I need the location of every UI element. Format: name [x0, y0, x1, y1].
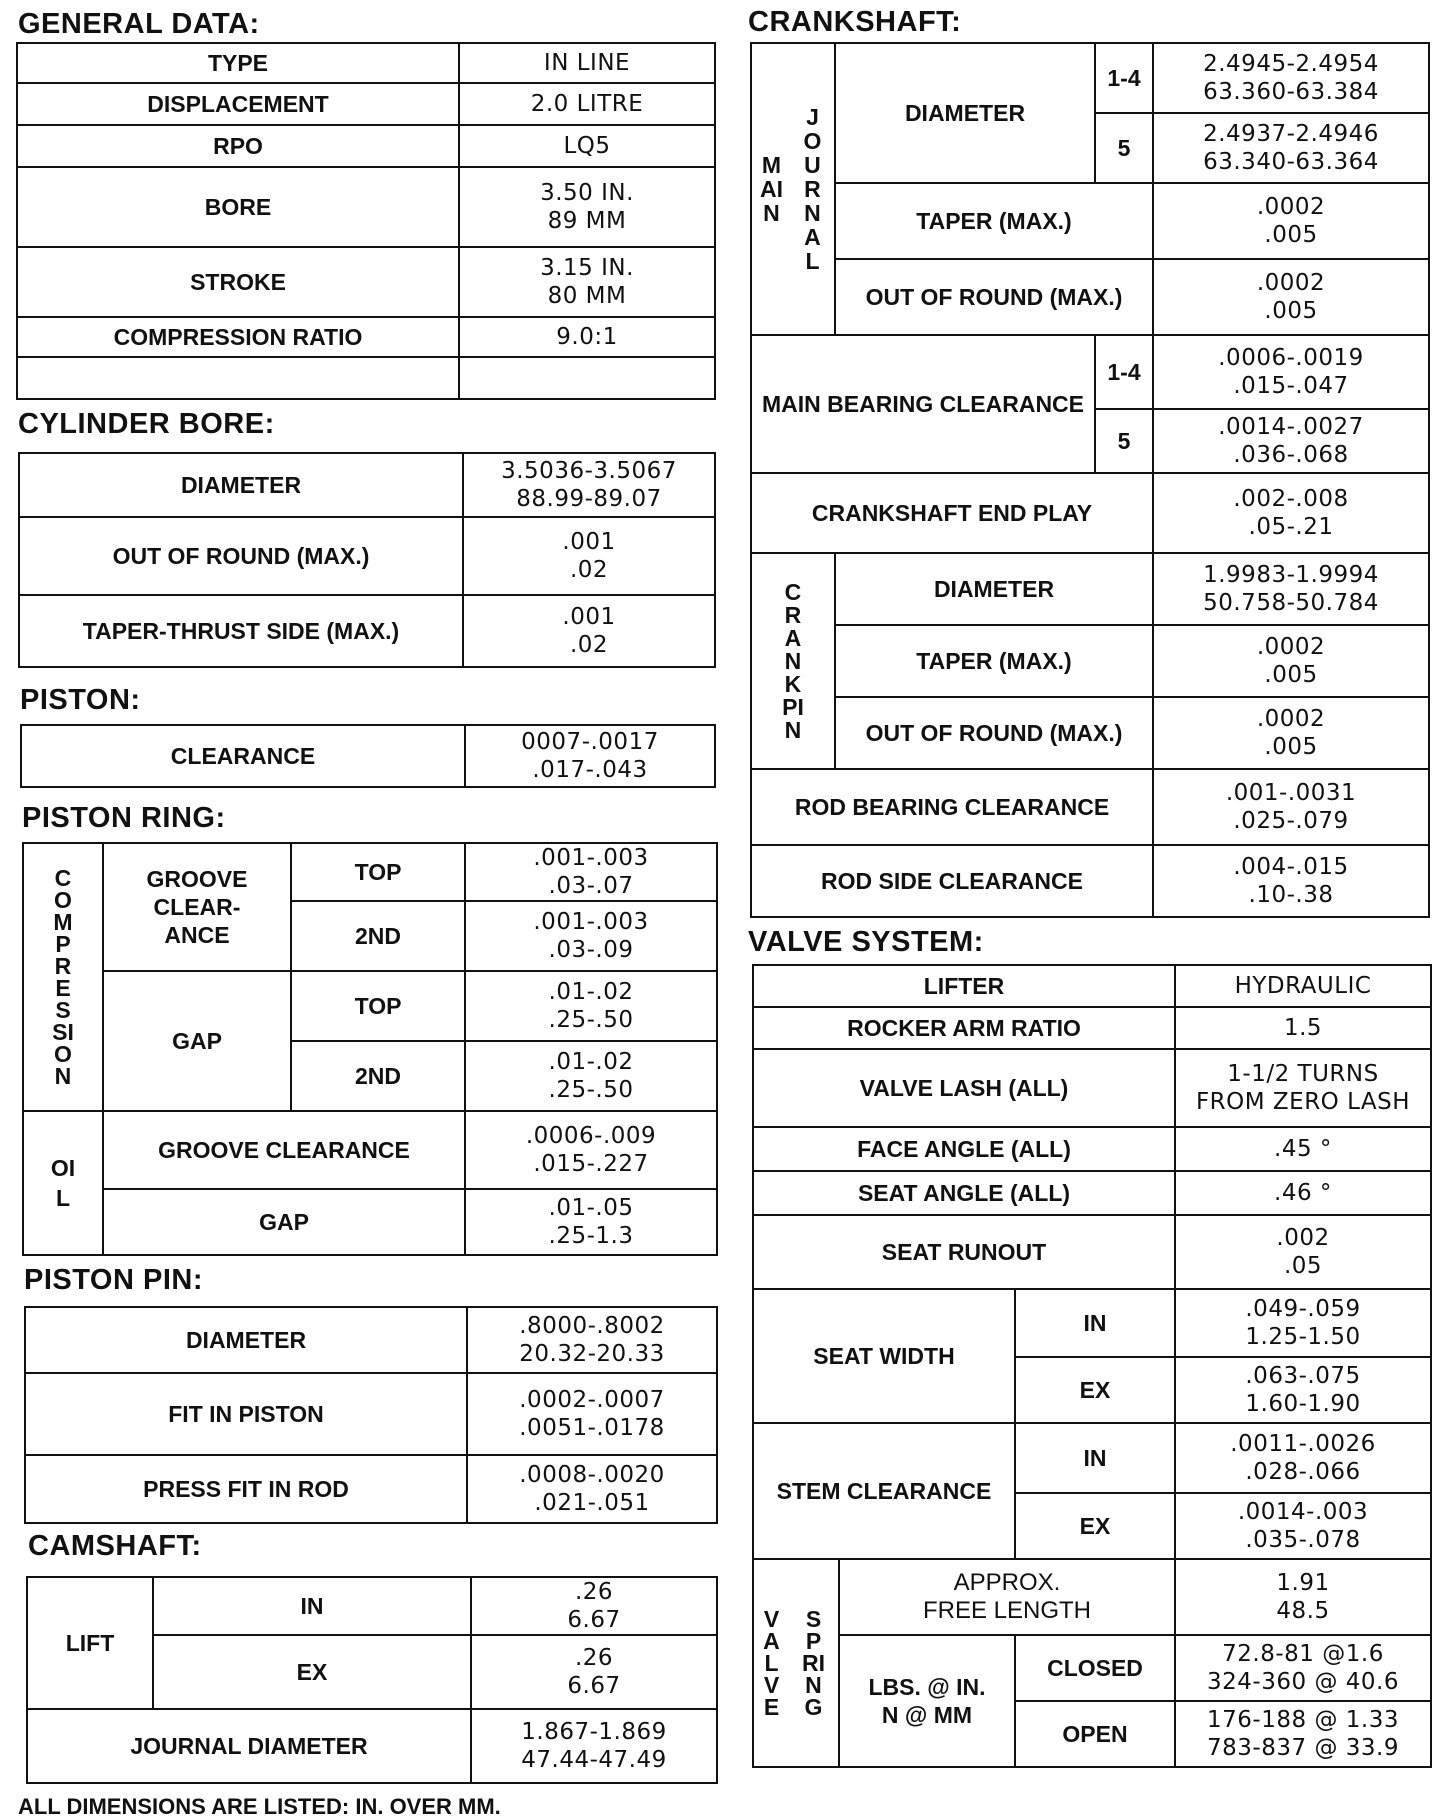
- empty-cell: [17, 357, 459, 399]
- value-mm: .017-.043: [532, 757, 648, 783]
- value-mm: .025-.079: [1233, 808, 1349, 834]
- empty-cell: [459, 357, 715, 399]
- closed-label: CLOSED: [1015, 1635, 1175, 1701]
- in-label: IN: [1015, 1423, 1175, 1493]
- oil-text: OIL: [50, 1155, 76, 1211]
- journal-label: [791, 43, 835, 335]
- table-row: [751, 625, 1429, 697]
- general-data-table: [16, 42, 716, 400]
- table-row: [23, 1189, 717, 1255]
- row-value: [467, 1373, 717, 1455]
- oil-groove-label: GROOVE CLEARANCE: [103, 1111, 465, 1189]
- diameter-label: DIAMETER: [835, 43, 1095, 183]
- table-row: [751, 553, 1429, 625]
- table-row: [751, 259, 1429, 335]
- crankpin-taper-label: TAPER (MAX.): [835, 625, 1153, 697]
- row-value: LQ5: [459, 125, 715, 167]
- value-in: 3.5036-3.5067: [501, 458, 677, 484]
- value-line-2: FROM ZERO LASH: [1195, 1089, 1411, 1115]
- piston-ring-title: PISTON RING:: [22, 802, 226, 834]
- face-angle-value: .45 °: [1175, 1127, 1431, 1171]
- journal-text: JOURNAL: [803, 104, 822, 274]
- free-length-line-2: FREE LENGTH: [922, 1597, 1092, 1624]
- value-mm: .05-.21: [1248, 514, 1334, 540]
- free-length-label: [839, 1559, 1175, 1635]
- table-row: [751, 697, 1429, 769]
- value-in: .063-.075: [1245, 1363, 1361, 1389]
- table-row: [17, 247, 715, 317]
- table-row: [23, 1111, 717, 1189]
- value-in: 2.4937-2.4946: [1203, 121, 1379, 147]
- piston-title: PISTON:: [20, 684, 141, 716]
- main-label: [751, 43, 791, 335]
- table-row: [753, 965, 1431, 1007]
- row-label: FIT IN PISTON: [25, 1373, 467, 1455]
- rocker-arm-ratio-label: ROCKER ARM RATIO: [753, 1007, 1175, 1049]
- table-row: [19, 453, 715, 517]
- value-mm: 80 MM: [547, 283, 627, 309]
- row-value: [471, 1577, 717, 1635]
- ex-label: EX: [1015, 1357, 1175, 1423]
- value-mm: .25-1.3: [548, 1223, 634, 1249]
- seat-width-label: SEAT WIDTH: [753, 1289, 1015, 1423]
- row-value: 2.0 LITRE: [459, 83, 715, 125]
- row-value: [465, 1189, 717, 1255]
- value-in: 0007-.0017: [521, 729, 659, 755]
- table-row: [753, 1049, 1431, 1127]
- value-in: .0014-.0027: [1218, 414, 1364, 440]
- rocker-arm-ratio-value: 1.5: [1175, 1007, 1431, 1049]
- table-row: [19, 517, 715, 595]
- row-value: IN LINE: [459, 43, 715, 83]
- main-bearing-clearance-label: MAIN BEARING CLEARANCE: [751, 335, 1095, 473]
- lift-label: LIFT: [27, 1577, 153, 1709]
- row-label: TAPER-THRUST SIDE (MAX.): [19, 595, 463, 667]
- value-mm: .03-.09: [548, 937, 634, 963]
- value-mm: .03-.07: [548, 873, 634, 899]
- value-mm: .035-.078: [1245, 1527, 1361, 1553]
- face-angle-label: FACE ANGLE (ALL): [753, 1127, 1175, 1171]
- value-mm: 88.99-89.07: [516, 486, 662, 512]
- spring-word-text: SPRING: [801, 1606, 825, 1720]
- table-row: [27, 1709, 717, 1783]
- value-in: 1.867-1.869: [521, 1719, 667, 1745]
- row-value: [465, 971, 717, 1041]
- piston-table: [20, 724, 716, 788]
- crankpin-text: CRANKPIN: [782, 578, 804, 743]
- lbs-line-1: LBS. @ IN.: [868, 1674, 986, 1700]
- row-value: [1153, 335, 1429, 409]
- table-row: [17, 167, 715, 247]
- table-row-empty: [17, 357, 715, 399]
- row-value: 9.0:1: [459, 317, 715, 357]
- value-in: .004-.015: [1233, 854, 1349, 880]
- row-value: [1153, 697, 1429, 769]
- top-label: TOP: [291, 843, 465, 901]
- value-mm: 89 MM: [547, 208, 627, 234]
- compression-label: [23, 843, 103, 1111]
- row-value: [1175, 1215, 1431, 1289]
- top-label: TOP: [291, 971, 465, 1041]
- row-value: [467, 1455, 717, 1523]
- value-in: .0002: [1256, 194, 1326, 220]
- piston-pin-title: PISTON PIN:: [24, 1264, 203, 1296]
- value-in: .001-.003: [533, 845, 649, 871]
- value-mm: 6.67: [567, 1673, 621, 1699]
- table-row: [751, 473, 1429, 553]
- value-in: .0011-.0026: [1230, 1431, 1376, 1457]
- oil-gap-label: GAP: [103, 1189, 465, 1255]
- crankshaft-table: [750, 42, 1430, 918]
- row-value: [1153, 473, 1429, 553]
- row-value: [1153, 845, 1429, 917]
- main-text: MAIN: [759, 152, 783, 226]
- table-row: [751, 769, 1429, 845]
- in-label: IN: [153, 1577, 471, 1635]
- row-value: [1175, 1289, 1431, 1357]
- value-line-1: 1-1/2 TURNS: [1227, 1061, 1379, 1087]
- lifter-value: HYDRAULIC: [1175, 965, 1431, 1007]
- table-row: [753, 1215, 1431, 1289]
- value-mm: 1.25-1.50: [1245, 1324, 1361, 1350]
- value-in: .001-.003: [533, 909, 649, 935]
- crankpin-diameter-label: DIAMETER: [835, 553, 1153, 625]
- oil-label: [23, 1111, 103, 1255]
- row-value: [1175, 1423, 1431, 1493]
- table-row: [753, 1423, 1431, 1493]
- valve-word-text: VALVE: [763, 1606, 780, 1720]
- table-row: [17, 43, 715, 83]
- value-mm: .021-.051: [534, 1490, 650, 1516]
- crankpin-label: [751, 553, 835, 769]
- row-label: DISPLACEMENT: [17, 83, 459, 125]
- table-row: [751, 183, 1429, 259]
- row-value: [471, 1709, 717, 1783]
- row-value: [471, 1635, 717, 1709]
- row-value: [465, 901, 717, 971]
- row-value: [459, 247, 715, 317]
- value-mm: .02: [569, 632, 609, 658]
- table-row: [17, 125, 715, 167]
- value-in: .01-.05: [548, 1195, 634, 1221]
- value-in: 3.15 IN.: [540, 255, 634, 281]
- value-mm: 47.44-47.49: [521, 1747, 667, 1773]
- row-value: [465, 1041, 717, 1111]
- table-row: [753, 1635, 1431, 1701]
- row-value: [463, 595, 715, 667]
- value-in: 2.4945-2.4954: [1203, 51, 1379, 77]
- value-mm: 783-837 @ 33.9: [1207, 1735, 1399, 1761]
- row-value: [467, 1307, 717, 1373]
- cylinder-bore-table: [18, 452, 716, 668]
- cylinder-bore-title: CYLINDER BORE:: [18, 408, 275, 440]
- row-value: [1175, 1559, 1431, 1635]
- free-length-line-1: APPROX.: [953, 1569, 1061, 1596]
- out-of-round-label: OUT OF ROUND (MAX.): [835, 259, 1153, 335]
- table-row: [21, 725, 715, 787]
- value-mm: .015-.047: [1233, 373, 1349, 399]
- value-mm: .005: [1264, 734, 1318, 760]
- footer-note: ALL DIMENSIONS ARE LISTED: IN. OVER MM.: [18, 1794, 501, 1819]
- value-in: .0008-.0020: [519, 1462, 665, 1488]
- value-in: .0002: [1256, 270, 1326, 296]
- table-row: [25, 1455, 717, 1523]
- value-mm: 324-360 @ 40.6: [1207, 1669, 1399, 1695]
- row-label: CLEARANCE: [21, 725, 465, 787]
- value-in: .0002: [1256, 706, 1326, 732]
- table-row: [751, 845, 1429, 917]
- value-in: 176-188 @ 1.33: [1207, 1707, 1399, 1733]
- value-in: 1.9983-1.9994: [1203, 562, 1379, 588]
- valve-lash-label: VALVE LASH (ALL): [753, 1049, 1175, 1127]
- value-in: 1.91: [1276, 1570, 1330, 1596]
- table-row: [753, 1127, 1431, 1171]
- value-mm: .005: [1264, 662, 1318, 688]
- general-data-title: GENERAL DATA:: [18, 8, 260, 40]
- row-value: [1153, 409, 1429, 473]
- row-label: TYPE: [17, 43, 459, 83]
- table-row: [751, 43, 1429, 113]
- second-label: 2ND: [291, 901, 465, 971]
- groove-clearance-label: GROOVE CLEAR-ANCE: [103, 843, 291, 971]
- row-value: [463, 453, 715, 517]
- value-mm: .036-.068: [1233, 442, 1349, 468]
- row-value: [1153, 553, 1429, 625]
- second-label: 2ND: [291, 1041, 465, 1111]
- table-row: [751, 335, 1429, 409]
- value-in: .0014-.003: [1237, 1499, 1369, 1525]
- row-value: [1153, 43, 1429, 113]
- ex-label: EX: [153, 1635, 471, 1709]
- camshaft-table: [26, 1576, 718, 1784]
- value-mm: 1.60-1.90: [1245, 1391, 1361, 1417]
- value-in: .001-.0031: [1225, 780, 1357, 806]
- row-value: [1175, 1493, 1431, 1559]
- row-value: [459, 167, 715, 247]
- gap-label: GAP: [103, 971, 291, 1111]
- value-in: 3.50 IN.: [540, 180, 634, 206]
- row-value: [1175, 1357, 1431, 1423]
- seat-runout-label: SEAT RUNOUT: [753, 1215, 1175, 1289]
- row-value: [1175, 1635, 1431, 1701]
- open-label: OPEN: [1015, 1701, 1175, 1767]
- in-label: IN: [1015, 1289, 1175, 1357]
- row-value: [1153, 769, 1429, 845]
- camshaft-title: CAMSHAFT:: [28, 1530, 202, 1562]
- end-play-label: CRANKSHAFT END PLAY: [751, 473, 1153, 553]
- row-label: STROKE: [17, 247, 459, 317]
- row-value: [465, 843, 717, 901]
- value-mm: .10-.38: [1248, 882, 1334, 908]
- value-in: .001: [562, 604, 616, 630]
- value-in: .26: [574, 1645, 614, 1671]
- piston-ring-table: [22, 842, 718, 1256]
- value-in: .0002-.0007: [519, 1387, 665, 1413]
- value-in: .0006-.009: [525, 1123, 657, 1149]
- journal-1-4-label: 1-4: [1095, 335, 1153, 409]
- crankpin-out-of-round-label: OUT OF ROUND (MAX.): [835, 697, 1153, 769]
- value-mm: .25-.50: [548, 1007, 634, 1033]
- row-label: COMPRESSION RATIO: [17, 317, 459, 357]
- table-row: [753, 1007, 1431, 1049]
- value-mm: 63.340-63.364: [1203, 149, 1379, 175]
- value-mm: .028-.066: [1245, 1459, 1361, 1485]
- compression-text: COMPRESSION: [52, 865, 74, 1089]
- journal-1-4-label: 1-4: [1095, 43, 1153, 113]
- table-row: [753, 1289, 1431, 1357]
- value-mm: .0051-.0178: [519, 1415, 665, 1441]
- lbs-label: [839, 1635, 1015, 1767]
- value-mm: .25-.50: [548, 1077, 634, 1103]
- value-in: .049-.059: [1245, 1296, 1361, 1322]
- row-value: [1153, 113, 1429, 183]
- valve-system-title: VALVE SYSTEM:: [748, 926, 984, 958]
- value-in: .26: [574, 1579, 614, 1605]
- row-value: [1153, 625, 1429, 697]
- row-value: [1175, 1049, 1431, 1127]
- table-row: [17, 83, 715, 125]
- value-in: .8000-.8002: [519, 1313, 665, 1339]
- journal-5-label: 5: [1095, 409, 1153, 473]
- table-row: [19, 595, 715, 667]
- rod-bearing-clearance-label: ROD BEARING CLEARANCE: [751, 769, 1153, 845]
- value-mm: 48.5: [1276, 1598, 1330, 1624]
- valve-word-label: [753, 1559, 789, 1767]
- row-label: DIAMETER: [19, 453, 463, 517]
- row-label: OUT OF ROUND (MAX.): [19, 517, 463, 595]
- table-row: [753, 1559, 1431, 1635]
- row-value: [1175, 1701, 1431, 1767]
- row-label: DIAMETER: [25, 1307, 467, 1373]
- value-in: .0006-.0019: [1218, 345, 1364, 371]
- table-row: [23, 843, 717, 901]
- seat-angle-value: .46 °: [1175, 1171, 1431, 1215]
- value-mm: .02: [569, 557, 609, 583]
- rod-side-clearance-label: ROD SIDE CLEARANCE: [751, 845, 1153, 917]
- table-row: [753, 1171, 1431, 1215]
- journal-5-label: 5: [1095, 113, 1153, 183]
- row-label: PRESS FIT IN ROD: [25, 1455, 467, 1523]
- value-mm: 20.32-20.33: [519, 1341, 665, 1367]
- row-value: [1153, 183, 1429, 259]
- value-in: .002: [1276, 1225, 1330, 1251]
- value-in: .01-.02: [548, 1049, 634, 1075]
- table-row: [27, 1577, 717, 1635]
- lifter-label: LIFTER: [753, 965, 1175, 1007]
- row-value: [465, 1111, 717, 1189]
- value-in: 72.8-81 @1.6: [1222, 1641, 1384, 1667]
- row-value: [1153, 259, 1429, 335]
- value-in: .002-.008: [1233, 486, 1349, 512]
- value-mm: 50.758-50.784: [1203, 590, 1379, 616]
- row-label: BORE: [17, 167, 459, 247]
- value-mm: .05: [1283, 1253, 1323, 1279]
- value-mm: .005: [1264, 222, 1318, 248]
- spring-word-label: [789, 1559, 839, 1767]
- stem-clearance-label: STEM CLEARANCE: [753, 1423, 1015, 1559]
- row-label: RPO: [17, 125, 459, 167]
- table-row: [23, 971, 717, 1041]
- table-row: [25, 1373, 717, 1455]
- lbs-line-2: N @ MM: [881, 1702, 973, 1728]
- value-mm: 63.360-63.384: [1203, 79, 1379, 105]
- value-in: .0002: [1256, 634, 1326, 660]
- value-mm: .015-.227: [533, 1151, 649, 1177]
- table-row: [17, 317, 715, 357]
- row-value: [465, 725, 715, 787]
- seat-angle-label: SEAT ANGLE (ALL): [753, 1171, 1175, 1215]
- journal-diameter-label: JOURNAL DIAMETER: [27, 1709, 471, 1783]
- valve-system-table: [752, 964, 1432, 1768]
- ex-label: EX: [1015, 1493, 1175, 1559]
- value-in: .01-.02: [548, 979, 634, 1005]
- value-mm: 6.67: [567, 1607, 621, 1633]
- table-row: [25, 1307, 717, 1373]
- value-mm: .005: [1264, 298, 1318, 324]
- row-value: [463, 517, 715, 595]
- taper-label: TAPER (MAX.): [835, 183, 1153, 259]
- crankshaft-title: CRANKSHAFT:: [748, 6, 962, 38]
- value-in: .001: [562, 529, 616, 555]
- piston-pin-table: [24, 1306, 718, 1524]
